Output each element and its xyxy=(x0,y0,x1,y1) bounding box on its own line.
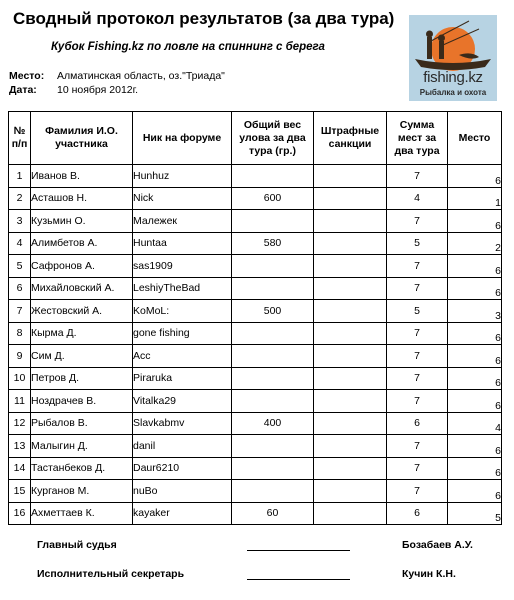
catch-weight-cell: 600 xyxy=(232,187,314,210)
participant-name-cell: Кырма Д. xyxy=(31,322,133,345)
row-number-cell: 2 xyxy=(9,187,31,210)
final-place-cell: 6 xyxy=(448,435,502,458)
date-value: 10 ноября 2012г. xyxy=(57,84,139,96)
judge-signature-line xyxy=(247,550,350,551)
forum-nick-cell: Slavkabmv xyxy=(133,412,232,435)
penalty-cell xyxy=(314,367,387,390)
forum-nick-cell: LeshiyTheBad xyxy=(133,277,232,300)
final-place-cell: 6 xyxy=(448,255,502,278)
final-place-cell: 3 xyxy=(448,300,502,323)
penalty-cell xyxy=(314,457,387,480)
fishing-kz-logo xyxy=(409,15,497,101)
header-place: Место xyxy=(448,112,502,165)
logo-tagline: Рыбалка и охота xyxy=(419,88,487,97)
penalty-cell xyxy=(314,255,387,278)
table-row xyxy=(9,210,502,233)
catch-weight-cell xyxy=(232,210,314,233)
participant-name-cell: Петров Д. xyxy=(31,367,133,390)
catch-weight-cell xyxy=(232,322,314,345)
header-nick: Ник на форуме xyxy=(133,112,232,165)
forum-nick-cell: Hunhuz xyxy=(133,165,232,188)
places-sum-cell: 7 xyxy=(387,390,448,413)
places-sum-cell: 5 xyxy=(387,300,448,323)
catch-weight-cell xyxy=(232,165,314,188)
catch-weight-cell xyxy=(232,390,314,413)
table-row xyxy=(9,390,502,413)
secretary-name: Кучин К.Н. xyxy=(402,568,456,580)
places-sum-cell: 7 xyxy=(387,480,448,503)
row-number-cell: 5 xyxy=(9,255,31,278)
row-number-cell: 6 xyxy=(9,277,31,300)
page-title: Сводный протокол результатов (за два тура) xyxy=(13,9,395,28)
forum-nick-cell: KoMoL: xyxy=(133,300,232,323)
final-place-cell: 6 xyxy=(448,457,502,480)
final-place-cell: 4 xyxy=(448,412,502,435)
final-place-cell: 6 xyxy=(448,322,502,345)
places-sum-cell: 7 xyxy=(387,345,448,368)
penalty-cell xyxy=(314,300,387,323)
table-row xyxy=(9,412,502,435)
table-row xyxy=(9,165,502,188)
catch-weight-cell: 580 xyxy=(232,232,314,255)
row-number-cell: 9 xyxy=(9,345,31,368)
row-number-cell: 13 xyxy=(9,435,31,458)
forum-nick-cell: Малежек xyxy=(133,210,232,233)
forum-nick-cell: Piraruka xyxy=(133,367,232,390)
header-penalty: Штрафные санкции xyxy=(314,112,387,165)
header-num: № п/п xyxy=(9,112,31,165)
forum-nick-cell: Daur6210 xyxy=(133,457,232,480)
participant-name-cell: Ахметтаев К. xyxy=(31,502,133,525)
places-sum-cell: 7 xyxy=(387,435,448,458)
final-place-cell: 6 xyxy=(448,390,502,413)
judge-label: Главный судья xyxy=(37,539,117,551)
final-place-cell: 5 xyxy=(448,502,502,525)
places-sum-cell: 7 xyxy=(387,322,448,345)
table-row xyxy=(9,502,502,525)
places-sum-cell: 7 xyxy=(387,210,448,233)
participant-name-cell: Рыбалов В. xyxy=(31,412,133,435)
catch-weight-cell xyxy=(232,457,314,480)
table-row xyxy=(9,435,502,458)
forum-nick-cell: danil xyxy=(133,435,232,458)
places-sum-cell: 7 xyxy=(387,165,448,188)
catch-weight-cell xyxy=(232,255,314,278)
penalty-cell xyxy=(314,210,387,233)
participant-name-cell: Малыгин Д. xyxy=(31,435,133,458)
table-row xyxy=(9,457,502,480)
catch-weight-cell: 60 xyxy=(232,502,314,525)
places-sum-cell: 5 xyxy=(387,232,448,255)
final-place-cell: 6 xyxy=(448,210,502,233)
place-value: Алматинская область, оз."Триада" xyxy=(57,70,225,82)
penalty-cell xyxy=(314,480,387,503)
table-row xyxy=(9,345,502,368)
forum-nick-cell: nuBo xyxy=(133,480,232,503)
table-row xyxy=(9,232,502,255)
places-sum-cell: 6 xyxy=(387,502,448,525)
participant-name-cell: Жестовский А. xyxy=(31,300,133,323)
final-place-cell: 6 xyxy=(448,277,502,300)
participant-name-cell: Асташов Н. xyxy=(31,187,133,210)
table-header-row xyxy=(9,112,502,165)
participant-name-cell: Курганов М. xyxy=(31,480,133,503)
row-number-cell: 1 xyxy=(9,165,31,188)
judge-name: Бозабаев А.У. xyxy=(402,539,473,551)
participant-name-cell: Иванов В. xyxy=(31,165,133,188)
forum-nick-cell: Huntaa xyxy=(133,232,232,255)
place-label: Место: xyxy=(9,70,45,82)
table-row xyxy=(9,367,502,390)
forum-nick-cell: Acc xyxy=(133,345,232,368)
final-place-cell: 6 xyxy=(448,165,502,188)
catch-weight-cell xyxy=(232,345,314,368)
participant-name-cell: Сафронов А. xyxy=(31,255,133,278)
penalty-cell xyxy=(314,187,387,210)
penalty-cell xyxy=(314,277,387,300)
row-number-cell: 7 xyxy=(9,300,31,323)
header-weight: Общий вес улова за два тура (гр.) xyxy=(232,112,314,165)
penalty-cell xyxy=(314,502,387,525)
table-row xyxy=(9,187,502,210)
final-place-cell: 2 xyxy=(448,232,502,255)
penalty-cell xyxy=(314,390,387,413)
places-sum-cell: 6 xyxy=(387,412,448,435)
row-number-cell: 8 xyxy=(9,322,31,345)
final-place-cell: 1 xyxy=(448,187,502,210)
logo-brand: fishing.kz xyxy=(423,69,483,86)
row-number-cell: 14 xyxy=(9,457,31,480)
row-number-cell: 16 xyxy=(9,502,31,525)
catch-weight-cell xyxy=(232,480,314,503)
penalty-cell xyxy=(314,165,387,188)
penalty-cell xyxy=(314,232,387,255)
penalty-cell xyxy=(314,435,387,458)
table-row xyxy=(9,322,502,345)
results-table xyxy=(8,111,502,525)
table-row xyxy=(9,480,502,503)
participant-name-cell: Сим Д. xyxy=(31,345,133,368)
participant-name-cell: Тастанбеков Д. xyxy=(31,457,133,480)
forum-nick-cell: gone fishing xyxy=(133,322,232,345)
catch-weight-cell xyxy=(232,277,314,300)
row-number-cell: 15 xyxy=(9,480,31,503)
participant-name-cell: Михайловский А. xyxy=(31,277,133,300)
places-sum-cell: 7 xyxy=(387,277,448,300)
places-sum-cell: 7 xyxy=(387,367,448,390)
final-place-cell: 6 xyxy=(448,345,502,368)
table-row xyxy=(9,255,502,278)
penalty-cell xyxy=(314,322,387,345)
date-label: Дата: xyxy=(9,84,37,96)
catch-weight-cell xyxy=(232,367,314,390)
participant-name-cell: Кузьмин О. xyxy=(31,210,133,233)
catch-weight-cell xyxy=(232,435,314,458)
table-row xyxy=(9,300,502,323)
secretary-label: Исполнительный секретарь xyxy=(37,568,185,580)
final-place-cell: 6 xyxy=(448,367,502,390)
catch-weight-cell: 500 xyxy=(232,300,314,323)
table-row xyxy=(9,277,502,300)
catch-weight-cell: 400 xyxy=(232,412,314,435)
row-number-cell: 4 xyxy=(9,232,31,255)
places-sum-cell: 7 xyxy=(387,457,448,480)
forum-nick-cell: Vitalka29 xyxy=(133,390,232,413)
row-number-cell: 3 xyxy=(9,210,31,233)
penalty-cell xyxy=(314,345,387,368)
participant-name-cell: Ноздрачев В. xyxy=(31,390,133,413)
row-number-cell: 12 xyxy=(9,412,31,435)
page-subtitle: Кубок Fishing.kz по ловле на спиннинг с берега xyxy=(51,41,325,53)
participant-name-cell: Алимбетов А. xyxy=(31,232,133,255)
forum-nick-cell: kayaker xyxy=(133,502,232,525)
penalty-cell xyxy=(314,412,387,435)
final-place-cell: 6 xyxy=(448,480,502,503)
places-sum-cell: 4 xyxy=(387,187,448,210)
row-number-cell: 11 xyxy=(9,390,31,413)
header-name: Фамилия И.О. участника xyxy=(31,112,133,165)
forum-nick-cell: sas1909 xyxy=(133,255,232,278)
row-number-cell: 10 xyxy=(9,367,31,390)
forum-nick-cell: Nick xyxy=(133,187,232,210)
places-sum-cell: 7 xyxy=(387,255,448,278)
secretary-signature-line xyxy=(247,579,350,580)
header-sum: Сумма мест за два тура xyxy=(387,112,448,165)
